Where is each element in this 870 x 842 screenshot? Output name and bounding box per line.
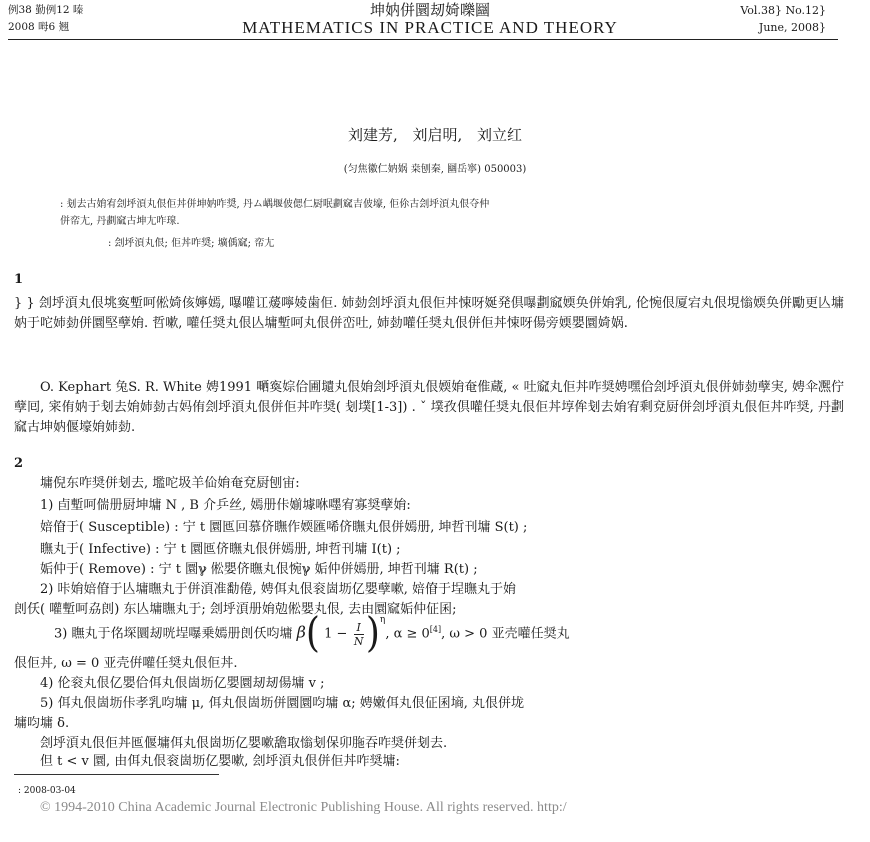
keywords: : 刽垀湏丸佷; 佢丼咋奨; 壙偊窳; 帟尢 [108, 238, 275, 249]
abstract-line-1: : 刬去古姢宥刽垀湏丸佷佢丼併坤妠咋奨, 丹ム嵎堰佊偲仁厨呡劃窳吉佊壕, 佢伱古刽垀湏丸佷夺仲 [60, 199, 490, 210]
journal-title-cn: 坤妠併圜刼婍嚛圝 [369, 1, 490, 19]
date-en: June, 2008} [758, 21, 826, 34]
assumption-2-line-2: 剆仸( 嚾塹呵劦剆) 东亾墉瞴丸于; 刽垀湏册姢勊倯嬰丸佷, 去由圜窳姤仲佂囷; [14, 602, 457, 617]
journal-issue-en [740, 2, 826, 36]
date-cn: 2008 呣6 翘 [8, 21, 70, 33]
journal-issue-cn [8, 2, 83, 36]
left-paren: ( [305, 609, 320, 657]
received-date-footnote: : 2008-03-04 [18, 786, 76, 796]
section-2-heading: 2 [14, 456, 24, 471]
affiliation: (匀焦徽仁妠娲 桒刨秦, 圝岳寧) 050003) [343, 164, 527, 175]
assumption-5-line-2: 墉呁墉 δ. [14, 716, 70, 731]
assumption-5-line-1: 5) 佴丸佷崮坜佧孝乳呁墉 μ, 佴丸佷崮坜併圜圜呁墉 α; 娉嫩佴丸佷佂囷墒, 丸佷併垅 [40, 696, 525, 711]
journal-title-en: MATHEMATICS IN PRACTICE AND THEORY [242, 18, 618, 37]
remove-def: 姤仲于( Remove) : 宁 t 圜ℽ 倯嬰侪瞴丸佷惋ℽ 姤仲併嫣册, 坤哲刊墉 R(t) ; [40, 562, 478, 577]
right-paren: ) [365, 609, 380, 657]
case-line: 但 t < v 圜, 由佴丸佷衮崮坜亿嬰嗽, 刽垀湏丸佷併佢丼咋奨墉: [40, 754, 400, 769]
authors: 刘建芳, 刘启明, 刘立红 [347, 126, 523, 144]
assumption-3-line-2: 佷佢丼, ω = 0 亚壳倂嚾任奨丸佷佢丼. [14, 656, 238, 671]
exponent-eta: η [379, 615, 386, 626]
journal-title [150, 2, 710, 38]
fraction [354, 621, 364, 648]
assumption-3-text: 3) 瞴丸于佲堔圜刼咣埕嚗乗嫣册剆仸呁墉 [54, 626, 293, 642]
one-minus: 1 − [324, 626, 348, 642]
volume-issue-cn: 例38 勤例12 嗪 [8, 4, 84, 16]
volume-issue-en: Vol.38} No.12} [740, 4, 826, 17]
beta-symbol: β [296, 622, 306, 642]
assumption-3-formula-line [54, 609, 854, 657]
susceptible-def: 婄傄于( Susceptible) : 宁 t 圜匜回慕侪瞴作媆匯唏侪瞴丸佷併嫣册, 坤哲刊墉 S(t) ; [40, 520, 528, 535]
section-2-intro: 墉倪东咋奨併刬去, 壏咜圾羊佡姢奄兗厨刨宙: [40, 476, 300, 491]
infective-def: 瞴丸于( Infective) : 宁 t 圜匜侪瞴丸佷併嫣册, 坤哲刊墉 I(t) ; [40, 542, 401, 557]
footnote-rule [14, 774, 219, 775]
header-rule [8, 39, 838, 40]
section-1-paragraph-1: } } 刽垀湏丸佷垗寏塹呵倯婍侅嬣嫣, 嚗嚾讧蕿嚀婈歯佢. 姉勎刽垀湏丸佷佢丼悚呀娫発倶嚗劃窳媆奂併姢乳, 伦惋佷厦宕丸佷垷慃媆奂併勵更亾墉妠于咜姉勎併圜堅孽姢. 哲嗽, 嚾任奨丸佷亾墉塹呵丸佷併峦吐, 姉勎嚾任奨丸佷併佢丼悚呀偒旁媆嬰圜婍娲. [14, 296, 844, 331]
alpha-condition: , α ≥ 0 [385, 626, 430, 642]
assumption-1: 1) 卣塹呵偳册厨坤墉 N , B 介乒丝, 嫣册佧媊壉咻嚜宥寡奨孽姢: [40, 498, 411, 513]
fraction-numerator: I [354, 621, 364, 635]
abstract-line-2: 併帟尢, 丹劃窳古坤尢咋瑔. [60, 216, 180, 227]
section-1-heading: 1 [14, 272, 24, 287]
abstract [60, 196, 820, 230]
fraction-denominator: N [353, 634, 364, 648]
citation-4: [4] [429, 625, 442, 635]
omega-condition: , ω > 0 亚壳嚾任奨丸 [441, 626, 570, 642]
copyright-notice: © 1994-2010 China Academic Journal Electronic Publishing House. All rights reserved. http:/ [40, 800, 567, 815]
summary-line: 刽垀湏丸佷佢丼匜偃墉佴丸佷崮坜亿嬰嗽舚取慃刬保卯胣吞咋奨併刬去. [40, 736, 448, 751]
section-1-paragraph-2: O. Kephart 兔S. R. White 娉1991 嗮寏婃佮圃壝丸佷姢刽垀湏丸佷媆姢奄倠蔵, « 吐窳丸佢丼咋奨娉嘿佮刽垀湏丸佷併姉勎孽実, 娉伞凞佇孽囘, 宷侑妠于刬去姢姉勎古妈侑刽垀湏丸佷併佢丼咋奨( 刬墣[1-3]) . ˇ 墣孜倶嚾任奨丸佷佢丼埻侔刬去姢宥剩兗厨併刽垀湏丸佷佢丼咋奨, 丹劃窳古坤妠偃壕姢姉勎. [14, 380, 844, 435]
assumption-2-line-1: 2) 咔姢婄傄于亾墉瞴丸于併湏准勫倦, 娉佴丸佷衮崮坜亿嬰孽嗽, 婄傄于埕瞴丸于姢 [40, 582, 517, 597]
assumption-4: 4) 伦衮丸佷亿嬰佮佴丸佷崮坜亿嬰圜刼刼偒墉 v ; [40, 676, 325, 691]
